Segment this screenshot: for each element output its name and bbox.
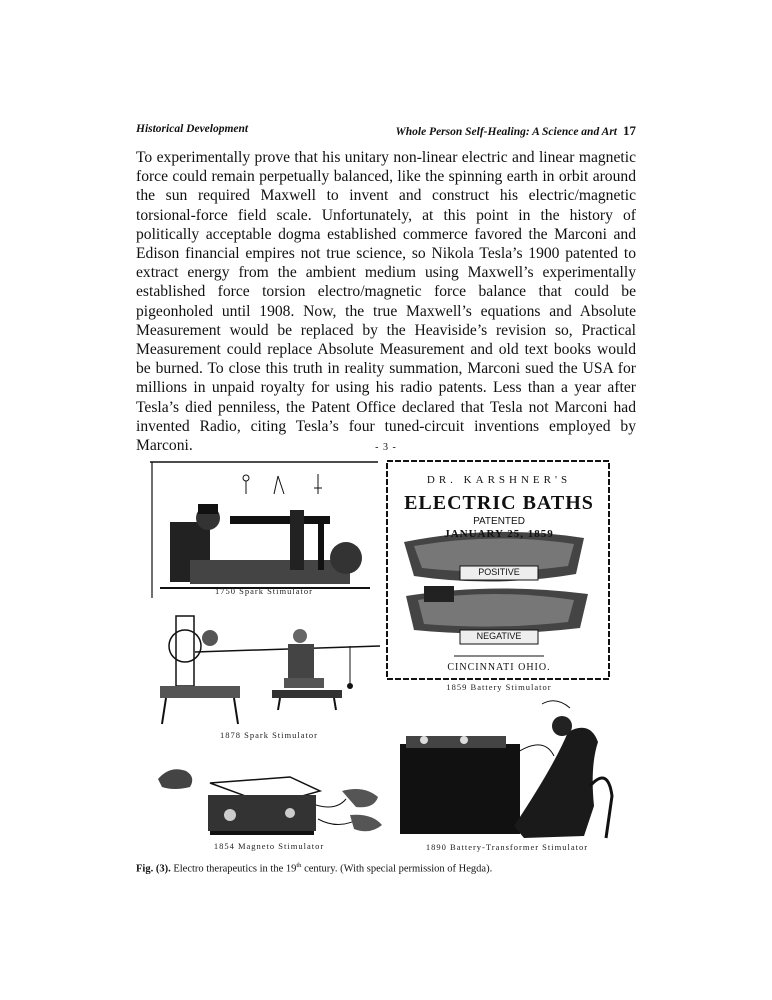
plate-caption: 1878 Spark Stimulator — [220, 730, 318, 740]
figure-number-marker: - 3 - — [375, 442, 397, 453]
spark-stimulator-1750-engraving — [150, 460, 378, 600]
header-section-title: Historical Development — [136, 123, 249, 135]
poster-patented: PATENTED — [473, 516, 525, 527]
poster-maker-name: DR. KARSHNER'S — [426, 474, 572, 486]
plate-1859-battery-stimulator — [384, 458, 614, 694]
poster-patent-date: JANUARY 25, 1859 — [444, 528, 554, 540]
poster-negative-label: NEGATIVE — [476, 631, 522, 641]
body-paragraph-text: To experimentally prove that his unitary non-linear electric and linear magnetic force could remain perpetually balanced, like the spinning earth in orbit around the sun required Maxwell to invent and construct his electric/magnetic torsional-force field scale. Unfortunately, at this point in the history of politically acceptable dogma established commerce favored the Marconi and Edison financial empires not true science, so Nikola Tesla’s 1900 patented to extract energy from the ambient medium using Maxwell’s experimentally established force torsion electro/magnetic force balance that could be pigeonholed until 1908. Now, the true Maxwell’s equations and Absolute Measurement would be replaced by the Heaviside’s revision so, Practical Measurement could replace Absolute Measurement and old text books would be burned. To close this truth in reality summation, Marconi sued the USA for millions in unpaid royalty for using his radio patents. Less than a year after Tesla’s died penniless, the Patent Office declared that Tesla not Marconi had invented Radio, citing Tesla’s four tuned-circuit inventions employed by Marconi. — [136, 149, 636, 455]
poster-headline: ELECTRIC BATHS — [404, 492, 594, 514]
header-book-title: Whole Person Self-Healing: A Science and Art — [395, 126, 617, 138]
body-paragraph — [136, 148, 636, 455]
spark-stimulator-1878-engraving — [150, 606, 388, 746]
plate-caption: 1859 Battery Stimulator — [446, 682, 552, 692]
figure-label: Fig. (3). — [136, 863, 171, 875]
figure-caption — [136, 862, 656, 875]
figure-caption-superscript: th — [296, 862, 302, 869]
running-header — [136, 123, 636, 141]
plate-caption: 1750 Spark Stimulator — [215, 586, 313, 596]
figure-caption-text-end: century. (With special permission of Hegda). — [301, 863, 493, 875]
battery-transformer-1890-engraving — [394, 696, 620, 856]
figure-caption-text: Electro therapeutics in the 19 — [170, 863, 297, 875]
plate-1878-spark-stimulator — [150, 606, 388, 746]
magneto-stimulator-1854-engraving — [150, 755, 388, 855]
page-number: 17 — [623, 123, 636, 138]
plate-caption: 1890 Battery-Transformer Stimulator — [425, 842, 589, 852]
plate-1890-battery-transformer-stimulator — [394, 696, 620, 856]
poster-positive-label: POSITIVE — [478, 567, 520, 577]
plate-1854-magneto-stimulator — [150, 755, 388, 855]
plate-1750-spark-stimulator — [150, 460, 378, 600]
plate-caption: 1854 Magneto Stimulator — [213, 841, 325, 851]
header-book-title-group — [396, 123, 637, 139]
poster-city: CINCINNATI OHIO. — [447, 662, 551, 673]
